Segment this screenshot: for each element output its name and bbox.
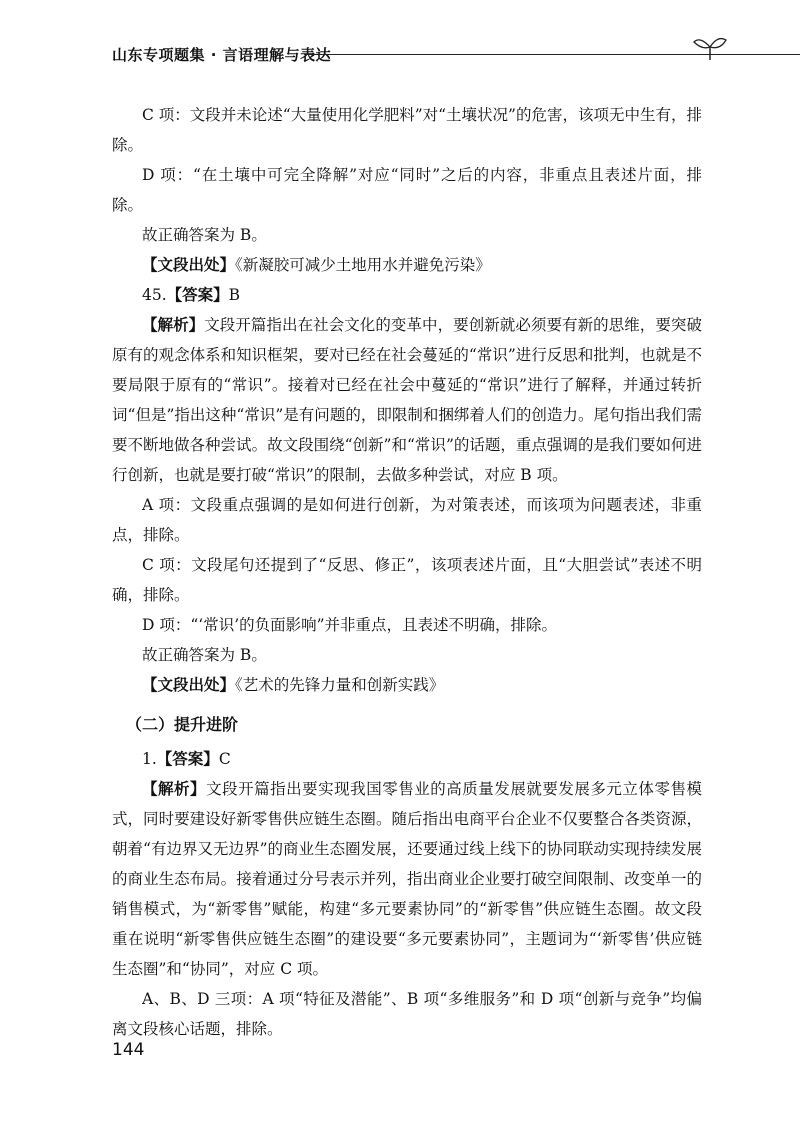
header-title: 山东专项题集 · 言语理解与表达	[112, 46, 332, 64]
paragraph-option-c: C 项：文段并未论述“大量使用化学肥料”对“土壤状况”的危害，该项无中生有，排除。	[112, 106, 702, 154]
paragraph-conclusion: 故正确答案为 B。	[142, 226, 267, 244]
paragraph-option-d-2: D 项：“‘常识’的负面影响”并非重点，且表述不明确，排除。	[142, 616, 558, 634]
running-header	[112, 40, 720, 70]
page-body	[112, 100, 702, 1044]
paragraph-source	[112, 250, 702, 280]
analysis-text: 文段开篇指出在社会文化的变革中，要创新就必须要有新的思维，要突破原有的观念体系和知识框架，要对已经在社会蔓延的“常识”进行反思和批判，也就是不要局限于原有的“常识”。接着对已经在社会中蔓延的“常识”进行了解释，并通过转折词“但是”指出这种“常识”是有问题的，即限制和捆绑着人们的创造力。尾句指出我们需要不断地做各种尝试。故文段围绕“创新”和“常识”的话题，重点强调的是我们要如何进行创新，也就是要打破“常识”的限制，去做多种尝试，对应 B 项。	[112, 316, 702, 484]
question-number: 1.	[142, 750, 157, 768]
source-text: 《艺术的先锋力量和创新实践》	[235, 676, 445, 694]
source-label: 【文段出处】	[142, 675, 236, 694]
source-label: 【文段出处】	[142, 255, 236, 274]
paragraph-option-c-2: C 项：文段尾句还提到了“反思、修正”，该项表述片面，且“大胆尝试”表述不明确，排除。	[112, 556, 702, 604]
paragraph-options-abd: A、B、D 三项：A 项“特征及潜能”、B 项“多维服务”和 D 项“创新与竞争”均偏离文段核心话题，排除。	[112, 990, 702, 1038]
answer-label: 【答案】	[166, 285, 229, 304]
answer-value: C	[218, 750, 231, 768]
answer-line-45	[112, 280, 702, 310]
analysis-label: 【解析】	[142, 779, 207, 798]
section-title: （二）提升进阶	[126, 715, 239, 734]
paragraph-option-d: D 项：“在土壤中可完全降解”对应“同时”之后的内容，非重点且表述片面，排除。	[112, 166, 702, 214]
answer-label: 【答案】	[156, 749, 219, 768]
question-number: 45.	[142, 286, 167, 304]
answer-line-1	[112, 744, 702, 774]
analysis-label: 【解析】	[142, 315, 205, 334]
paragraph-conclusion-2: 故正确答案为 B。	[142, 646, 267, 664]
paragraph-option-a: A 项：文段重点强调的是如何进行创新，为对策表述，而该项为问题表述，非重点，排除。	[112, 496, 702, 544]
paragraph-source-2	[112, 670, 702, 700]
paragraph-analysis-2	[112, 774, 702, 984]
sprout-icon	[692, 32, 728, 62]
page-number: 144	[112, 1040, 145, 1060]
answer-value: B	[228, 286, 241, 304]
analysis-text: 文段开篇指出要实现我国零售业的高质量发展就要发展多元立体零售模式，同时要建设好新零售供应链生态圈。随后指出电商平台企业不仅要整合各类资源，朝着“有边界又无边界”的商业生态圈发展，还要通过线上线下的协同联动实现持续发展的商业生态布局。接着通过分号表示并列，指出商业企业要打破空间限制、改变单一的销售模式，为“新零售”赋能，构建“多元要素协同”的“新零售”供应链生态圈。故文段重在说明“新零售供应链生态圈”的建设要“多元要素协同”，主题词为“‘新零售’供应链生态圈”和“协同”，对应 C 项。	[112, 780, 702, 978]
paragraph-analysis	[112, 310, 702, 490]
source-text: 《新凝胶可减少土地用水并避免污染》	[235, 256, 491, 274]
